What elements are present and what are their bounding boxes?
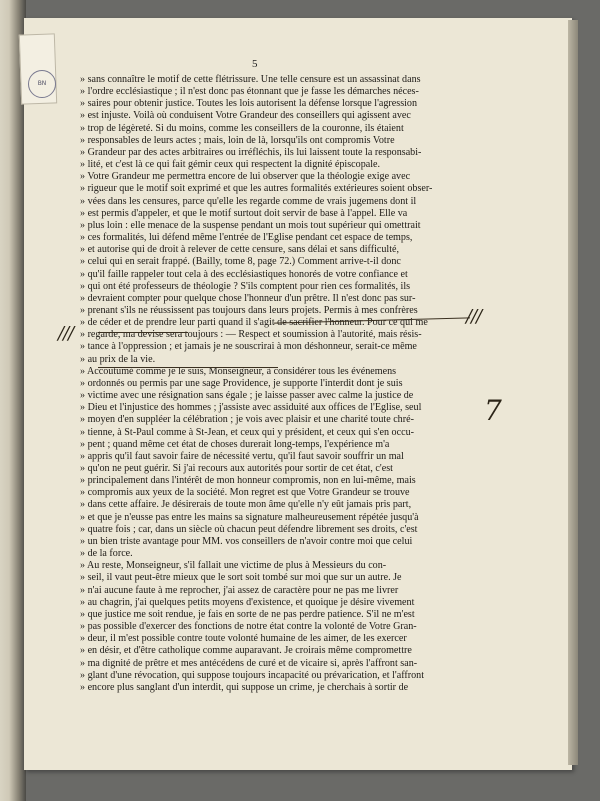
text-line: » appris qu'il faut savoir faire de nécessité vertu, qu'il faut savoir souffrir un mal: [80, 450, 404, 462]
text-line: » ordonnés ou permis par une sage Providence, je supporte l'interdit dont je suis: [80, 377, 403, 389]
text-line: » glant d'une révocation, qui suppose toujours incapacité ou prévarication, et l'affront: [80, 669, 425, 681]
text-line: » devraient compter pour quelque chose l'honneur d'un prêtre. Il n'est donc pas sur-: [80, 292, 416, 304]
body-text: [80, 74, 468, 694]
text-line: » qui ont été professeurs de théologie ? S'ils comptent pour rien ces formalités, ils: [80, 280, 411, 292]
text-line: » qu'on ne peut guérir. Si j'ai recours aux autorités pour sortir de cet état, c'est: [80, 463, 393, 474]
text-line: » est permis d'appeler, et que le motif surtout doit servir de base à l'appel. Elle va: [80, 207, 408, 219]
text-line: » seil, il vaut peut-être mieux que le sort soit tombé sur moi que sur un autre. Je: [80, 572, 402, 584]
text-line: » prenant s'ils ne réussissent pas toujours dans leurs projets. Permis à mes confrères: [80, 304, 418, 316]
text-line: » Dieu et l'injustice des hommes ; j'assiste avec assiduité aux offices de l'Eglise, seul: [80, 402, 422, 414]
text-line: » lité, et c'est là ce qui fait gémir ceux qui respectent la dignité épiscopale.: [80, 159, 381, 171]
text-line: » au chagrin, j'ai quelques petits moyens d'existence, et quoique je désire vivement: [80, 596, 415, 608]
text-line: » tance à l'oppression ; et jamais je ne souscrirai à mon déshonneur, serait-ce même: [80, 341, 417, 353]
margin-annotation-number: 7: [484, 394, 502, 427]
text-line: » pas possible d'exercer des fonctions de notre état contre la volonté de Votre Gran-: [80, 621, 417, 633]
text-line: » plus loin : elle menace de la suspense pendant un mois tout supérieur qui omettrait: [80, 219, 421, 231]
text-line: » trop de légèreté. Si du moins, comme les conseillers de la couronne, ils étaient: [80, 122, 404, 134]
text-line: » l'ordre ecclésiastique ; il n'est donc pas étonnant que je fasse les démarches néces-: [80, 86, 419, 98]
text-line: » Votre Grandeur me permettra encore de lui observer que la théologie exige avec: [80, 171, 411, 183]
text-line: » pent ; quand même cet état de choses durerait long-temps, l'expérience m'a: [80, 438, 390, 450]
margin-annotation-left: ///: [58, 323, 74, 344]
text-line: » compromis aux yeux de la société. Mon regret est que Votre Grandeur se trouve: [80, 487, 410, 499]
text-line: » Au reste, Monseigneur, s'il fallait une victime de plus à Messieurs du con-: [80, 560, 387, 572]
text-line: » responsables de leurs actes ; mais, loin de là, lorsqu'ils ont compromis Votre: [80, 134, 395, 146]
text-line: » vées dans les censures, parce qu'elle les regarde comme de vrais jugemens dont il: [80, 195, 417, 207]
text-line: » de céder et de prendre leur parti quand il s'agit de sacrifier l'honneur. Pour ce qui me: [80, 317, 428, 329]
text-line: » moyen d'en suppléer la célébration ; je vois avec plaisir et une charité toute chré-: [80, 414, 414, 426]
text-line: » est injuste. Voilà où conduisent Votre Grandeur des conseillers qui agissent avec: [80, 110, 411, 122]
text-line: » tienne, à St-Paul comme à St-Jean, et ceux qui y président, et ceux qui s'en occu-: [80, 426, 414, 438]
text-line: » Accoutumé comme je le suis, Monseigneur, à considérer tous les événemens: [80, 365, 397, 377]
text-line: » ces formalités, lui défend même l'entrée de l'Eglise pendant cet espace de temps,: [80, 232, 413, 244]
text-line: » dans cette affaire. Je désirerais de toute mon âme qu'elle n'y eût jamais pris part,: [80, 499, 412, 511]
text-line: » deur, il m'est possible contre toute volonté humaine de les aimer, de les exercer: [80, 633, 407, 645]
text-line: » encore plus sanglant d'un interdit, qui suppose un crime, je cherchais à sortir de: [80, 681, 409, 693]
text-line: » saires pour obtenir justice. Toutes les lois autorisent la défense lorsque l'agression: [80, 98, 418, 110]
handwritten-underline: [98, 367, 278, 368]
text-line: » victime avec une résignation sans égale ; je laisse passer avec calme la justice de: [80, 390, 414, 402]
text-line: » principalement dans l'intérêt de mon honneur compromis, non en lui-même, mais: [80, 475, 416, 487]
page-number: 5: [252, 58, 258, 70]
book-binding: [0, 0, 26, 801]
text-line: » Grandeur par des actes arbitraires ou irréfléchis, ils lui laissent toute la responsabi-: [80, 146, 422, 158]
text-line: » au prix de la vie.: [80, 353, 156, 365]
text-line: » et que je n'eusse pas entre les mains sa signature malheureusement répétée jusqu'à: [80, 511, 419, 523]
text-line: » sans connaître le motif de cette flétrissure. Une telle censure est un assassinat dans: [80, 74, 421, 85]
text-line: » celui qui en serait frappé. (Bailly, tome 8, page 72.) Comment arrive-t-il donc: [80, 256, 401, 268]
library-stamp-icon: BN: [28, 70, 56, 98]
text-line: » rigueur que le motif soit exprimé et que les autres formalités extérieures soient obser-: [80, 183, 433, 195]
page-edge: [568, 20, 578, 765]
text-line: » que justice me soit rendue, je fais en sorte de ne pas perdre patience. S'il ne m'est: [80, 608, 415, 620]
handwritten-underline: [98, 332, 188, 333]
text-line: » de la force.: [80, 548, 133, 560]
text-line: » ma dignité de prêtre et mes antécédens de curé et de vicaire si, après l'affront san-: [80, 657, 418, 669]
text-line: » quatre fois ; car, dans un siècle où chacun peut défendre librement ses droits, c'est: [80, 523, 418, 535]
text-line: » en désir, et d'être catholique comme auparavant. Je croirais même compromettre: [80, 645, 412, 657]
text-line: » qu'il faille rappeler tout cela à des ecclésiastiques honorés de votre confiance et: [80, 268, 408, 280]
text-line: » et autorise qui de droit à relever de cette censure, sans délai et sans difficulté,: [80, 244, 400, 256]
text-line: » un bien triste avantage pour MM. vos conseillers de n'avoir contre moi que celui: [80, 535, 413, 547]
margin-annotation-right: ///: [466, 306, 482, 327]
text-line: » regarde, ma devise sera toujours : — Respect et soumission à l'autorité, mais résis-: [80, 329, 422, 341]
text-line: » n'ai aucune faute à me reprocher, j'ai assez de caractère pour ne pas me livrer: [80, 584, 399, 596]
